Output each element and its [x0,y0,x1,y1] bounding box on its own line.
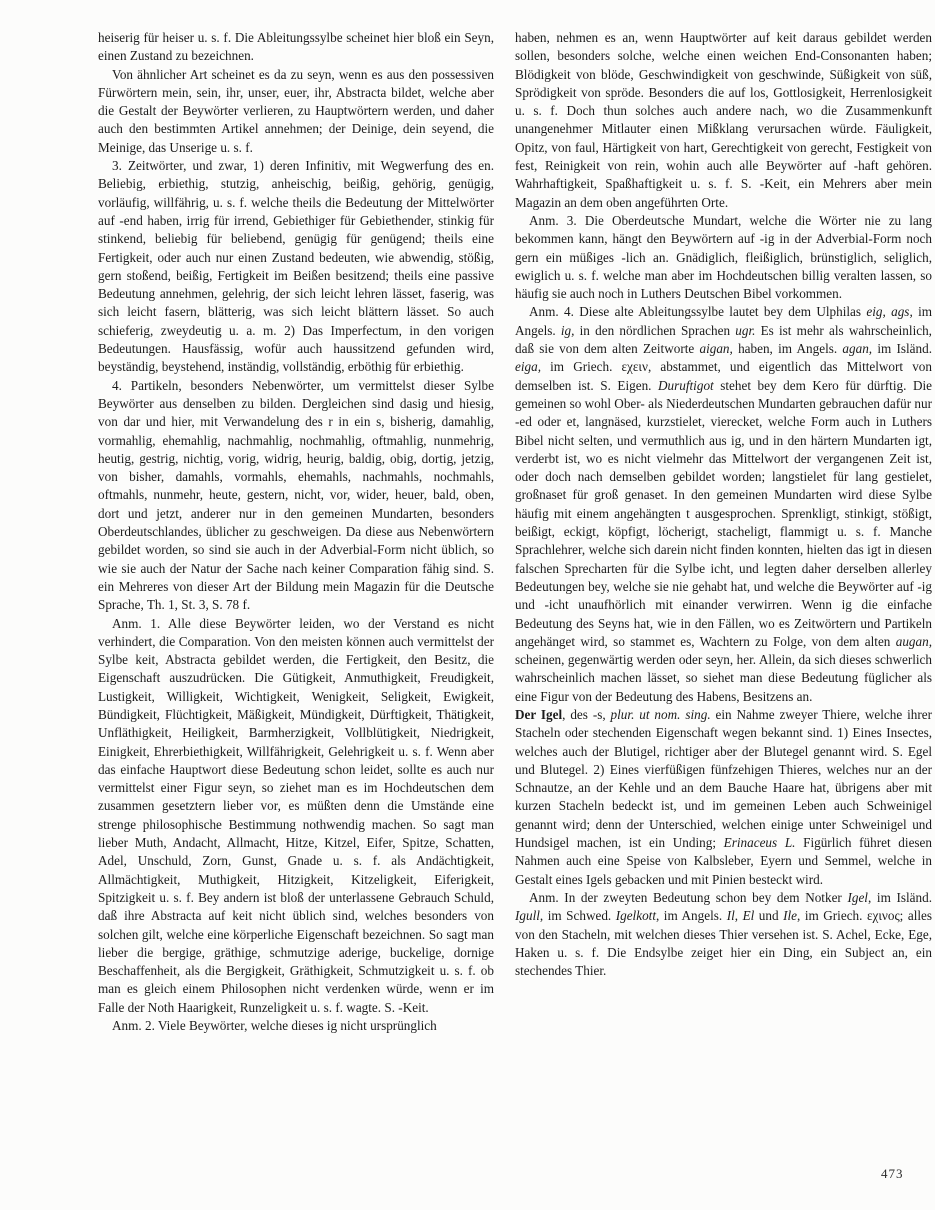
text-run: Igull [515,908,540,924]
text-run: 4. Partikeln, besonders Nebenwörter, um vermittelst dieser Sylbe Beywörter aus denselben zu bilden. Dergleichen sind dasig und hiesig, von dar und hier, mit Verwandelung des r in ein s, bisherig, damahlig, vormahlig, ehemahlig, nachmahlig, nochmahlig, oftmahlig, nunmehrig, heutig, gestrig, nichtig, vorig, widrig, heurig, baldig, obig, dortig, jetzig, von bisher, damahls, vormahls, ehemahls, nachmahls, nochmahls, oftmahls, nunmehr, heute, gestern, nicht, vor, wider, heuer, bald, oben, dort und jetzt, anderer nur in den gemeinen Mundarten, besonders Oberdeutschlandes, üblicher zu geschweigen. Da diese aus Nebenwörtern gebildet worden, so sind sie auch in der Adverbial-Form nicht üblich, so wie sie auch der Natur der Sache nach keiner Comparation fähig sind. S. ein Mehreres von dieser Art der Bildung mein Magazin für die Deutsche Sprache, Th. 1, St. 3, S. 78 f. [98,377,494,613]
text-run: Anm. 4. Diese alte Ableitungssylbe lautet bey dem Ulphilas [529,304,867,320]
text-run: im Angels. [515,304,932,338]
text-run: ig, [560,322,575,338]
paragraph [515,29,932,212]
text-run: ugr. [735,322,756,338]
text-run: , im Isländ. [867,889,932,905]
text-run: , des -s, [562,706,611,722]
text-run: Anm. In der zweyten Bedeutung schon bey dem Notker [529,889,848,905]
text-run: Es ist mehr als wahrscheinlich, daß sie von dem alten Zeitworte [515,322,932,357]
text-run: Anm. 2. Viele Beywörter, welche dieses ig nicht ursprünglich [112,1018,437,1034]
text-run: ein Nahme zweyer Thiere, welche ihrer Stacheln oder stechenden Eigenschaft wegen bekannt sind. 1) Eines Insectes, welches auch der Blutigel, richtiger aber der Blutegel genannt wird. S. Egel und Blutegel. 2) Eines vierfüßigen fünfzehigen Thieres, welches nur an der Schnautze, an der Kehle und an dem Bauche Haare hat, übrigens aber mit kurzen Stacheln bedeckt ist, und im gemeinen Leben auch Schweinigel genannt wird; denn der Unterschied, welchen einige unter Schweinigel und Hundsigel machen, ist ein Unding; [515,706,932,851]
text-run: Der Igel [515,706,563,722]
text-run: , im Griech. εχινος; alles von den Stacheln, mit welchen dieses Thier versehen ist. S. Achel, Ecke, Ege, Haken u. s. f. Die Endsylbe zeiget hier ein Ding, ein Subject an, ein stechendes Thier. [515,908,932,979]
paragraph [515,889,932,980]
text-run: Igelkott [615,908,656,924]
text-run: heiserig für heiser u. s. f. Die Ableitungssylbe scheinet hier bloß ein Seyn, einen Zustand zu bezeichnen. [98,30,494,64]
paragraph [515,706,932,889]
text-run: und [754,908,784,924]
text-run: Il [726,908,735,924]
text-run: stehet bey dem Kero für dürftig. Die gemeinen so wohl Ober- als Niederdeutschen Mundarten gebrauchen dafür nur -ed oder et, langnäsed, kurzstielet, vierecket, welche Form auch in Luthers Bibel nicht selten, und vermuthlich aus ig, und in den härtern Mundarten igt, verderbt ist, wo es nicht vielmehr das Mittelwort der vergangenen Zeit ist, oder doch nach demselben gebildet worden; langstielet für lang gestielet, großnaset für groß genaset. In den gemeinen Mundarten wird diese Sylbe häufig mit einem angehängten t ausgesprochen. Sprenkligt, stinkigt, stößigt, beißigt, eckigt, köpfigt, löcherigt, stacheligt, flammigt u. s. f. Manche Sprachlehrer, welche sich darein nicht finden konnten, hielten das igt in diesen falschen Sprecharten für die Sylbe icht, und legten daher derselben allerley Bedeutungen bey, welche sie nie gehabt hat, und welche die Beywörter auf -ig und -icht unaufhörlich mit einander verwirren. Wenn ig die einfache Bedeutung des Seyns hat, wie in den Fällen, wo es Zeitwörtern und Partikeln angehänget wird, so stammet es, Wachtern zu Folge, von dem alten [515,377,932,649]
text-run: im Isländ. [872,341,932,357]
paragraph [515,303,932,706]
paragraph [515,212,932,303]
text-run: Von ähnlicher Art scheinet es da zu seyn, wenn es aus den possessiven Fürwörtern mein, sein, ihr, unser, euer, ihr, Abstracta bildet, welche aber die Gestalt der Beywörter verlieren, zu Hauptwörtern werden, und daher auch den bestimmten Artikel annehmen; der Deinige, dein seyend, die Meinige, das Unserige u. s. f. [98,66,494,155]
paragraph [98,615,494,1018]
text-run: Erinaceus L. [723,835,796,851]
text-run: Anm. 1. Alle diese Beywörter leiden, wo der Verstand es nicht verhindert, die Comparation. Von den meisten können auch vermittelst der Sylbe keit, Abstracta gebildet werden, die Fertigkeit, den Besitz, die Eigenschaft auszudrücken. Die Gütigkeit, Anmuthigkeit, Freudigkeit, Lustigkeit, Willigkeit, Wichtigkeit, Wenigkeit, Seligkeit, Ewigkeit, Bündigkeit, Flüchtigkeit, Mäßigkeit, Mündigkeit, Dürftigkeit, Thätigkeit, Unfläthigkeit, Heiligkeit, Barmherzigkeit, Vollblütigkeit, Niedrigkeit, Einigkeit, Ehrerbiethigkeit, Willfährigkeit, Gelehrigkeit u. s. f. Wenn aber das einfache Hauptwort diese Bedeutung schon leidet, sollte es auch nur vermittelst einer Figur seyn, so ziehet man es im Hochdeutschen dem zusammen gesetztern lieber vor, es müßten denn die Umstände eine strenge philosophische Bestimmung nothwendig machen. So sagt man lieber Muth, Andacht, Allmacht, Hitze, Kitzel, Eifer, Spitze, Schatten, Adel, Unschuld, Zorn, Gunst, Gnade u. s. f. als Andächtigkeit, Allmächtigkeit, Muthigkeit, Hitzigkeit, Kitzeligkeit, Eiferigkeit, Spitzigkeit u. s. f. Bey andern ist bloß der unterlassene Gebrauch Schuld, daß ihre Abstracta auf keit nicht üblich sind, welches besonders von solchen gilt, welche eine körperliche Eigenschaft bezeichnen. So sagt man lieber die bergige, gräthige, schmutzige aderige, buckelige, dornige Beschaffenheit, als die Bergigkeit, Gräthigkeit, Schmutzigkeit u. s. f. ob man es gleich einem Philosophen nicht verdenken würde, wenn er im Falle der Noth Haarigkeit, Runzeligkeit u. s. f. wagte. S. -Keit. [98,615,494,1015]
text-run: plur. ut nom. sing. [610,706,711,722]
text-run: haben, im Angels. [732,341,843,357]
text-run: Anm. 3. Die Oberdeutsche Mundart, welche die Wörter nie zu lang bekommen kann, hängt den Beywörtern auf -ig in der Adverbial-Form noch gern ein müßiges -lich an. Gnädiglich, fleißiglich, brünstiglich, seliglich, ewiglich u. s. f. welche man aber im Hochdeutschen billig veralten lassen, so häufig sie auch noch in Luthers Deutschen Bibel vorkommen. [515,212,932,302]
text-run: Figürlich führet diesen Nahmen auch eine Speise von Kalbsleber, Eyern und Semmel, welche in Gestalt eines Igels gebacken und mit Pinien besteckt wird. [515,835,932,887]
paragraph [98,157,494,377]
text-run: eiga, [515,359,542,375]
text-run: , [734,908,743,924]
text-run: Ile [783,908,798,924]
text-run: El [742,908,755,924]
text-run: in den nördlichen Sprachen [574,322,736,338]
text-run: Igel [847,889,868,905]
text-run: eig, ags, [866,304,913,320]
text-run: 3. Zeitwörter, und zwar, 1) deren Infinitiv, mit Wegwerfung des en. Beliebig, erbiethig, stutzig, anheischig, beißig, gehörig, genügig, vorläufig, willfährig, u. s. f. welche theils die Bedeutung der Mittelwörter auf -end haben, irrig für irrend, Gebiethiger für Gebiethender, stinkig für stinkend, beliebig für beliebend, genügig für genügend; theils eine Fertigkeit, oder auch nur einen Zustand bedeuten, wie abwendig, stößig, gern stoßend, beißig, Fertigkeit im Beißen besitzend; theils eine passive Bedeutung annehmen, gelehrig, der sich leicht lehren lässet, faserig, was sich leicht fasern, blätterig, was sich leicht blättern lässet. So auch schieferig, zweydeutig u. a. m. 2) Das Imperfectum, in den vorigen Bedeutungen. Hausfässig, wofür auch haussitzend gefunden wird, beyständig, beystehend, inständig, vollständig, erböthig für erbiethig. [98,158,494,375]
text-run: augan, [895,633,932,649]
left-column [98,29,494,1195]
text-run: im Griech. εχειν, abstammet, und eigentlich das Mittelwort von demselben ist. S. Eigen. [515,359,932,393]
page-number: 473 [881,1166,904,1181]
text-run: , im Schwed. [539,908,616,924]
text-run: aigan, [699,341,733,357]
text-run: , im Angels. [656,908,727,924]
paragraph [98,66,494,157]
text-run: Duruftigot [658,377,714,393]
paragraph [98,1017,494,1035]
text-run: haben, nehmen es an, wenn Hauptwörter auf keit daraus gebildet werden sollen, besonders solche, welche einen weichen End-Consonanten haben; Blödigkeit von blöde, Geschwindigkeit von geschwinde, Süßigkeit von süß, Sprödigkeit von spröde. Besonders die auf los, Gottlosigkeit, Herrenlosigkeit u. s. f. Doch thun solches auch andere nach, wo die Zusammenkunft unangenehmer Mitlauter einen Mißklang verursachen würde. Fäuligkeit, Opitz, von faul, Härtigkeit von hart, Gerechtigkeit von gerecht, Festigkeit von fest, Reinigkeit von rein, wohin auch alle Beywörter auf -haft gehören. Wahrhaftigkeit, Spaßhaftigkeit u. s. f. S. -Keit, ein Mehrers aber mein Magazin an dem oben angeführten Orte. [515,30,932,210]
text-run: agan, [842,341,873,357]
paragraph [98,377,494,615]
paragraph [98,29,494,66]
text-run: scheinen, gegenwärtig werden oder seyn, her. Allein, da sich dieses schwerlich wahrscheinlich machen lässet, so siehet man diese Bedeutung füglicher als eine Figur von der Bedeutung des Habens, Besitzens an. [515,652,932,704]
right-column [515,29,932,1195]
